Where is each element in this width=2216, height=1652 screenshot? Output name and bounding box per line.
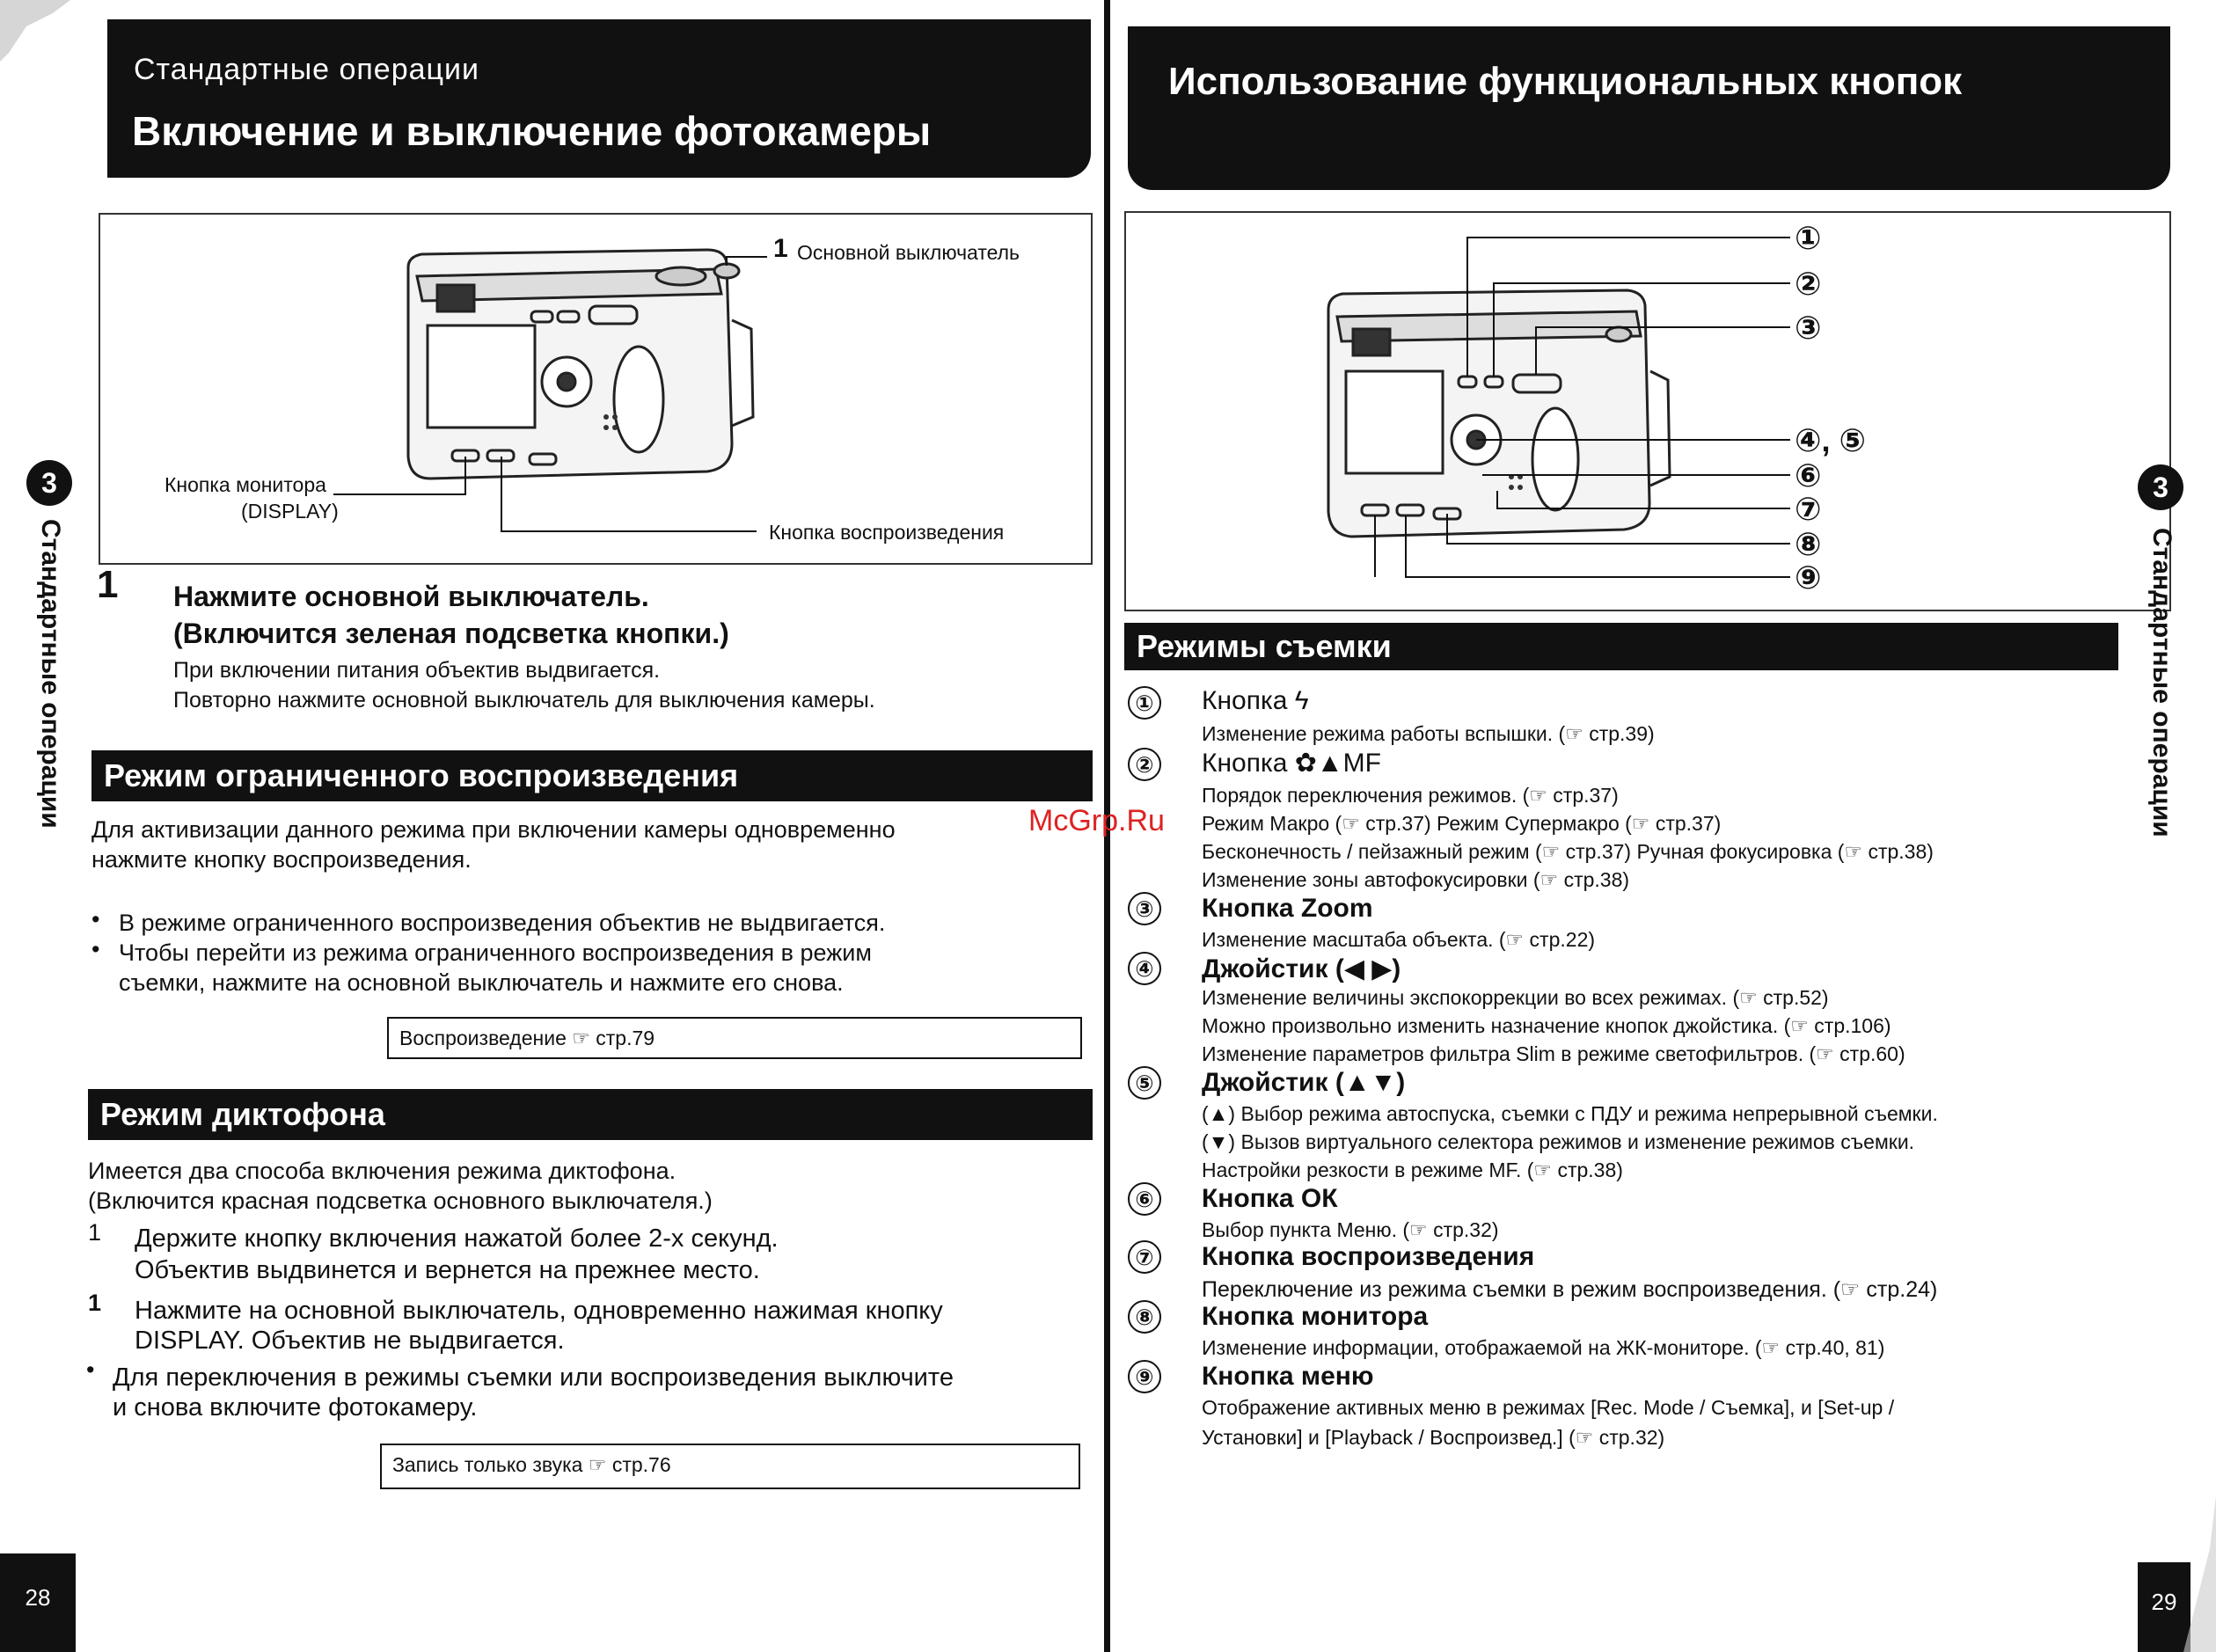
bullet-text: В режиме ограниченного воспроизведения объектив не выдвигается. bbox=[119, 910, 886, 936]
bullet-dot: • bbox=[91, 906, 100, 932]
section-paragraph: Имеется два способа включения режима диктофона. bbox=[88, 1158, 677, 1184]
callout-6: ⑥ bbox=[1795, 457, 1822, 493]
section-paragraph-line2: (Включится красная подсветка основного выключателя.) bbox=[88, 1188, 713, 1214]
bullet-text-line2: и снова включите фотокамеру. bbox=[113, 1393, 478, 1422]
right-page bbox=[1028, 0, 2216, 1652]
callout-1: ① bbox=[1795, 220, 1822, 256]
method-number: 1 bbox=[88, 1219, 102, 1246]
bullet-text: Чтобы перейти из режима ограниченного воспроизведения в режим bbox=[119, 939, 872, 966]
section-paragraph: Для активизации данного режима при включении камеры одновременно bbox=[91, 816, 896, 843]
side-chapter-label: Стандартные операции bbox=[36, 519, 65, 829]
method-number: 1 bbox=[88, 1290, 102, 1316]
item-desc: Настройки резкости в режиме MF. (☞ стр.38) bbox=[1202, 1159, 1623, 1181]
item-desc: Изменение зоны автофокусировки (☞ стр.38) bbox=[1202, 868, 1630, 891]
item-desc: Режим Макро (☞ стр.37) Режим Супермакро (☞ стр.37) bbox=[1202, 812, 1722, 835]
item-desc: Отображение активных меню в режимах [Rec. Mode / Съемка], и [Set-up / bbox=[1202, 1396, 1895, 1419]
reference-box-audio-only: Запись только звука ☞ стр.76 bbox=[380, 1444, 1080, 1489]
item-number-5: ⑤ bbox=[1128, 1066, 1161, 1100]
item-title-menu: Кнопка меню bbox=[1202, 1362, 1374, 1391]
bullet-text: Для переключения в режимы съемки или воспроизведения выключите bbox=[113, 1363, 954, 1392]
power-switch-number: 1 bbox=[773, 234, 788, 263]
item-desc: (▲) Выбор режима автоспуска, съемки с ПДУ и режима непрерывной съемки. bbox=[1202, 1102, 1938, 1125]
item-number-9: ⑨ bbox=[1128, 1360, 1161, 1393]
item-title-playback: Кнопка воспроизведения bbox=[1202, 1242, 1535, 1271]
section-title-voice-recorder: Режим диктофона bbox=[88, 1089, 1093, 1140]
item-desc: Изменение режима работы вспышки. (☞ стр.39) bbox=[1202, 722, 1655, 745]
item-number-1: ① bbox=[1128, 686, 1161, 720]
item-desc: Изменение величины экспокоррекции во всех режимах. (☞ стр.52) bbox=[1202, 986, 1829, 1009]
callout-2: ② bbox=[1795, 266, 1822, 302]
scan-noise bbox=[0, 0, 70, 62]
right-header bbox=[1128, 26, 2170, 190]
item-number-8: ⑧ bbox=[1128, 1300, 1161, 1334]
scan-noise bbox=[2166, 1495, 2216, 1652]
item-desc: (▼) Вызов виртуального селектора режимов и изменение режимов съемки. bbox=[1202, 1130, 1915, 1153]
side-chapter-label: Стандартные операции bbox=[2147, 528, 2176, 837]
monitor-button-label: Кнопка монитора bbox=[165, 473, 326, 496]
bullet-dot: • bbox=[91, 936, 100, 962]
item-number-6: ⑥ bbox=[1128, 1182, 1161, 1216]
bullet-text-line2: съемки, нажмите на основной выключатель и нажмите его снова. bbox=[119, 969, 844, 996]
header-subtitle: Стандартные операции bbox=[134, 53, 479, 86]
page-number: 29 bbox=[2138, 1562, 2190, 1652]
step-number: 1 bbox=[97, 563, 119, 606]
watermark: McGrp.Ru bbox=[1028, 804, 1165, 837]
item-title-zoom: Кнопка Zoom bbox=[1202, 894, 1373, 923]
item-number-3: ③ bbox=[1128, 892, 1161, 925]
item-title-joystick-lr: Джойстик (◀ ▶) bbox=[1202, 954, 1401, 983]
camera-figure-buttons bbox=[1124, 211, 2171, 611]
item-title-flash: Кнопка ϟ bbox=[1202, 686, 1309, 715]
item-title-joystick-ud: Джойстик (▲▼) bbox=[1202, 1068, 1406, 1097]
item-desc: Бесконечность / пейзажный режим (☞ стр.37) Ручная фокусировка (☞ стр.38) bbox=[1202, 840, 1934, 863]
method-text: Держите кнопку включения нажатой более 2-х секунд. bbox=[135, 1224, 779, 1253]
item-title-monitor: Кнопка монитора bbox=[1202, 1302, 1429, 1331]
item-desc: Переключение из режима съемки в режим воспроизведения. (☞ стр.24) bbox=[1202, 1277, 1938, 1302]
item-desc: Можно произвольно изменить назначение кнопок джойстика. (☞ стр.106) bbox=[1202, 1014, 1891, 1037]
callout-9: ⑨ bbox=[1795, 559, 1822, 596]
item-desc: Изменение масштаба объекта. (☞ стр.22) bbox=[1202, 928, 1596, 951]
chapter-number-badge: 3 bbox=[26, 460, 72, 506]
bullet-dot: • bbox=[86, 1356, 95, 1383]
step-title-line2: (Включится зеленая подсветка кнопки.) bbox=[173, 618, 729, 649]
callout-3: ③ bbox=[1795, 310, 1822, 346]
section-title-limited-playback: Режим ограниченного воспроизведения bbox=[91, 750, 1093, 801]
reference-box-playback: Воспроизведение ☞ стр.79 bbox=[387, 1017, 1082, 1059]
item-number-4: ④ bbox=[1128, 952, 1161, 985]
item-desc: Выбор пункта Меню. (☞ стр.32) bbox=[1202, 1218, 1499, 1241]
page-title: Использование функциональных кнопок bbox=[1168, 60, 1963, 103]
chapter-number-badge: 3 bbox=[2138, 464, 2183, 510]
callout-8: ⑧ bbox=[1795, 526, 1822, 562]
item-number-2: ② bbox=[1128, 748, 1161, 781]
playback-button-label: Кнопка воспроизведения bbox=[769, 521, 1005, 544]
method-text: Нажмите на основной выключатель, одновременно нажимая кнопку bbox=[135, 1297, 943, 1325]
left-header bbox=[107, 19, 1091, 178]
left-page bbox=[0, 0, 1104, 1652]
item-desc: Изменение параметров фильтра Slim в режиме светофильтров. (☞ стр.60) bbox=[1202, 1042, 1905, 1065]
callout-4-5: ④, ⑤ bbox=[1795, 422, 1866, 458]
power-switch-label: Основной выключатель bbox=[797, 241, 1020, 264]
item-desc: Установки] и [Playback / Воспроизвед.] (☞ стр.32) bbox=[1202, 1426, 1665, 1449]
page-title: Включение и выключение фотокамеры bbox=[132, 108, 932, 154]
callout-7: ⑦ bbox=[1795, 491, 1822, 527]
method-text-line2: DISPLAY. Объектив не выдвигается. bbox=[135, 1327, 565, 1355]
item-title-focus-mode: Кнопка ✿▲MF bbox=[1202, 749, 1381, 778]
camera-figure-power bbox=[99, 213, 1093, 565]
monitor-button-sublabel: (DISPLAY) bbox=[241, 500, 339, 523]
camera-illustration bbox=[1126, 213, 2169, 610]
step-desc: При включении питания объектив выдвигается. bbox=[173, 658, 661, 683]
item-desc: Изменение информации, отображаемой на ЖК-мониторе. (☞ стр.40, 81) bbox=[1202, 1336, 1885, 1359]
item-title-ok: Кнопка ОК bbox=[1202, 1184, 1338, 1213]
item-number-7: ⑦ bbox=[1128, 1240, 1161, 1274]
section-paragraph-line2: нажмите кнопку воспроизведения. bbox=[91, 846, 472, 873]
step-desc-line2: Повторно нажмите основной выключатель для выключения камеры. bbox=[173, 688, 875, 713]
item-desc: Порядок переключения режимов. (☞ стр.37) bbox=[1202, 784, 1619, 807]
page-number: 28 bbox=[0, 1553, 76, 1652]
method-text-line2: Объектив выдвинется и вернется на прежнее место. bbox=[135, 1256, 760, 1284]
step-title: Нажмите основной выключатель. bbox=[173, 581, 649, 612]
section-title-shooting-modes: Режимы съемки bbox=[1124, 623, 2118, 670]
